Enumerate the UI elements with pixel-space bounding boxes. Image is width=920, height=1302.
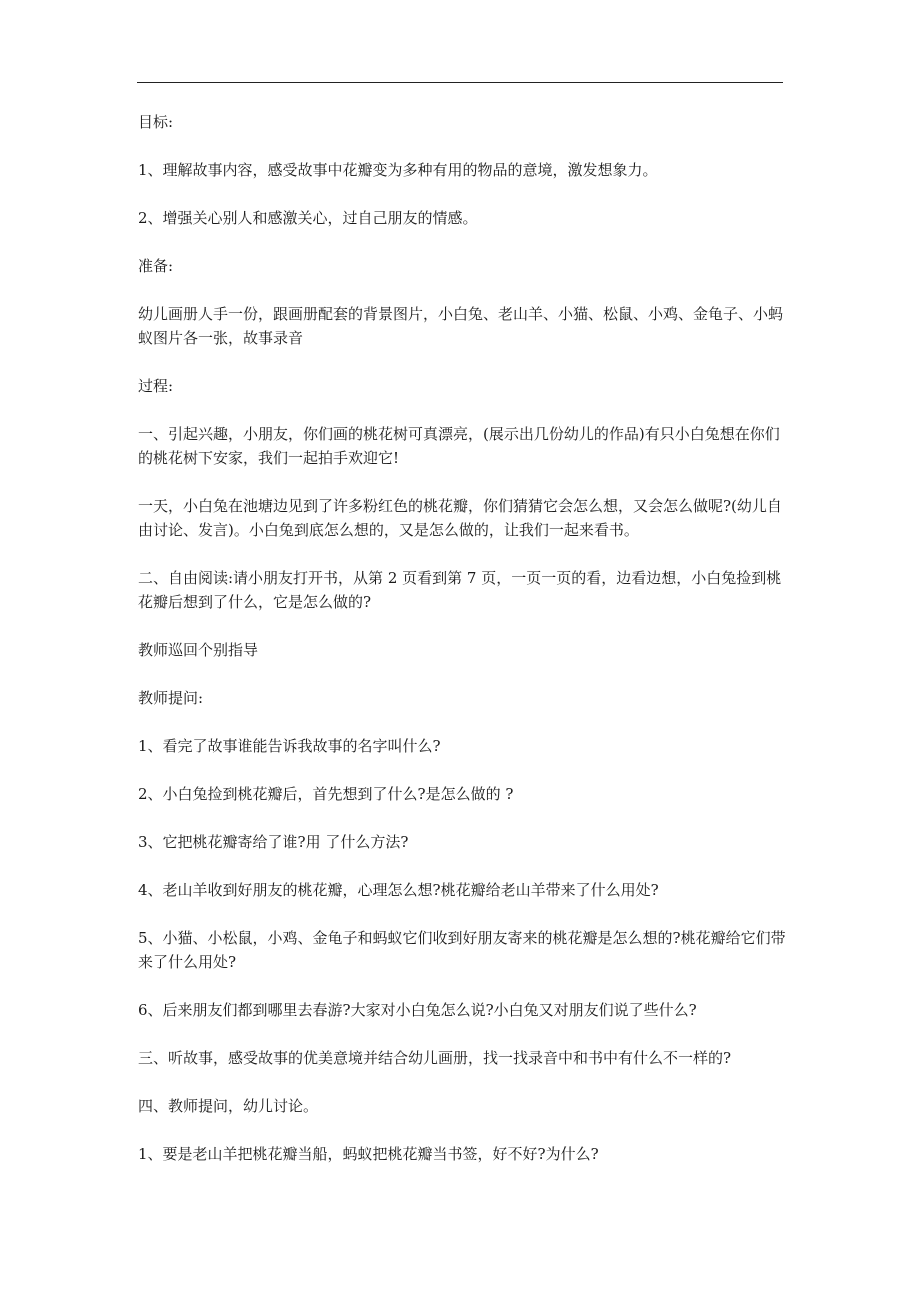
heading-preparation: 准备: bbox=[138, 257, 174, 275]
question-2: 2、小白兔捡到桃花瓣后，首先想到了什么?是怎么做的 ? bbox=[138, 785, 514, 803]
discussion-question-1: 1、要是老山羊把桃花瓣当船，蚂蚁把桃花瓣当书签，好不好?为什么? bbox=[138, 1145, 599, 1163]
question-3: 3、它把桃花瓣寄给了谁?用 了什么方法? bbox=[138, 833, 409, 851]
process-step-3: 三、听故事，感受故事的优美意境并结合幼儿画册，找一找录音中和书中有什么不一样的? bbox=[138, 1049, 732, 1067]
process-step-4: 四、教师提问，幼儿讨论。 bbox=[138, 1097, 319, 1115]
question-1: 1、看完了故事谁能告诉我故事的名字叫什么? bbox=[138, 737, 441, 755]
question-4: 4、老山羊收到好朋友的桃花瓣，心理怎么想?桃花瓣给老山羊带来了什么用处? bbox=[138, 881, 659, 899]
teacher-guidance: 教师巡回个别指导 bbox=[138, 641, 259, 659]
heading-process: 过程: bbox=[138, 377, 174, 395]
document-body bbox=[138, 110, 788, 1190]
question-6: 6、后来朋友们都到哪里去春游?大家对小白兔怎么说?小白兔又对朋友们说了些什么? bbox=[138, 1001, 697, 1019]
process-step-2: 二、自由阅读:请小朋友打开书，从第 2 页看到第 7 页，一页一页的看，边看边想，小白兔捡到桃花瓣后想到了什么，它是怎么做的? bbox=[138, 569, 782, 611]
goal-item-1: 1、理解故事内容，感受故事中花瓣变为多种有用的物品的意境，激发想象力。 bbox=[138, 161, 658, 179]
heading-goals: 目标: bbox=[138, 113, 174, 131]
heading-teacher-questions: 教师提问: bbox=[138, 689, 204, 707]
process-step-1-story: 一天，小白兔在池塘边见到了许多粉红色的桃花瓣，你们猜猜它会怎么想，又会怎么做呢?(幼儿自由讨论、发言)。小白兔到底怎么想的，又是怎么做的，让我们一起来看书。 bbox=[138, 497, 782, 539]
preparation-text: 幼儿画册人手一份，跟画册配套的背景图片，小白兔、老山羊、小猫、松鼠、小鸡、金龟子、小蚂蚁图片各一张，故事录音 bbox=[138, 305, 784, 347]
goal-item-2: 2、增强关心别人和感激关心，过自己朋友的情感。 bbox=[138, 209, 478, 227]
question-5: 5、小猫、小松鼠，小鸡、金龟子和蚂蚁它们收到好朋友寄来的桃花瓣是怎么想的?桃花瓣给它们带来了什么用处? bbox=[138, 929, 786, 971]
process-step-1: 一、引起兴趣，小朋友，你们画的桃花树可真漂亮，(展示出几份幼儿的作品)有只小白兔想在你们的桃花树下安家，我们一起拍手欢迎它! bbox=[138, 425, 780, 467]
header-rule bbox=[137, 82, 783, 83]
